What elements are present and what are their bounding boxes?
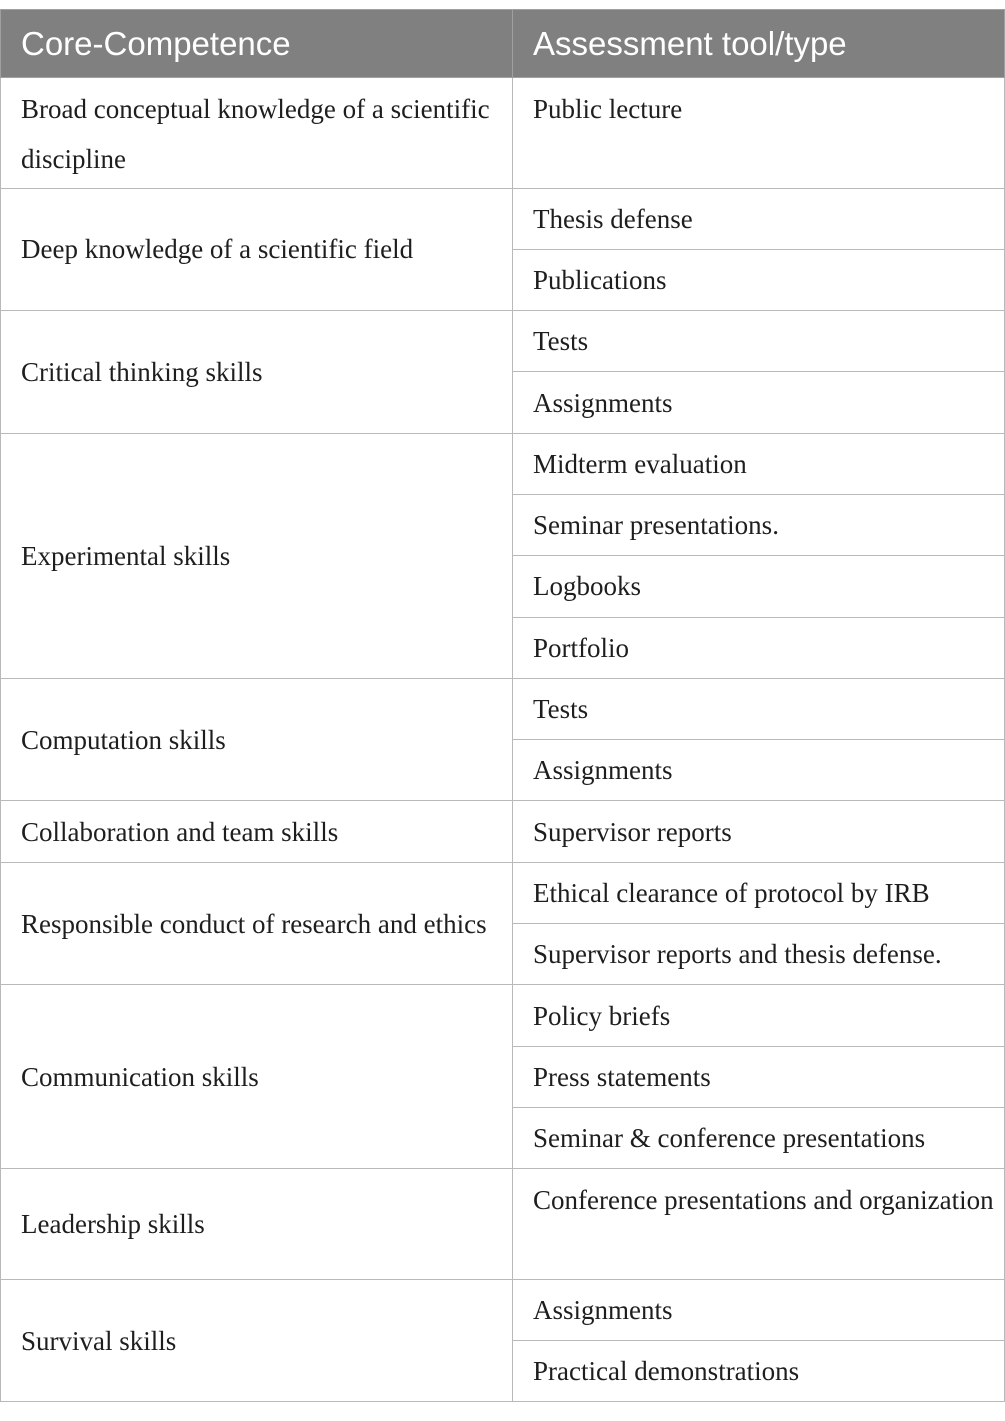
assessment-cell: Thesis defense [513,188,1005,249]
assessment-cell: Ethical clearance of protocol by IRB [513,862,1005,923]
competence-cell: Critical thinking skills [1,311,513,434]
assessment-cell: Assignments [513,372,1005,433]
table-row [1,1169,1005,1280]
assessment-cell: Logbooks [513,556,1005,617]
table-row [1,1279,1005,1340]
assessment-cell: Assignments [513,740,1005,801]
assessment-cell: Portfolio [513,617,1005,678]
competence-cell: Communication skills [1,985,513,1169]
header-assessment-tool: Assessment tool/type [513,10,1005,78]
competence-cell: Computation skills [1,678,513,801]
assessment-cell: Tests [513,311,1005,372]
competence-cell: Survival skills [1,1279,513,1402]
competence-cell: Leadership skills [1,1169,513,1280]
assessment-cell: Tests [513,678,1005,739]
assessment-cell: Press statements [513,1046,1005,1107]
assessment-cell: Practical demonstrations [513,1341,1005,1402]
assessment-cell: Seminar presentations. [513,494,1005,555]
assessment-cell: Conference presentations and organization [513,1169,1005,1280]
competence-assessment-table [0,9,1005,1402]
table-row [1,678,1005,739]
assessment-cell: Assignments [513,1279,1005,1340]
table-row [1,433,1005,494]
competence-cell: Responsible conduct of research and ethics [1,862,513,985]
competence-cell: Collaboration and team skills [1,801,513,862]
table-row [1,862,1005,923]
assessment-cell: Supervisor reports [513,801,1005,862]
assessment-cell: Midterm evaluation [513,433,1005,494]
competence-cell: Deep knowledge of a scientific field [1,188,513,311]
competence-cell: Broad conceptual knowledge of a scientific discipline [1,78,513,189]
header-core-competence: Core-Competence [1,10,513,78]
table-row [1,985,1005,1046]
table-row [1,801,1005,862]
table-row [1,188,1005,249]
assessment-cell: Policy briefs [513,985,1005,1046]
assessment-cell: Publications [513,249,1005,310]
competence-cell: Experimental skills [1,433,513,678]
table-row [1,78,1005,189]
assessment-cell: Public lecture [513,78,1005,189]
assessment-cell: Seminar & conference presentations [513,1107,1005,1168]
header-row [1,10,1005,78]
table-row [1,311,1005,372]
assessment-cell: Supervisor reports and thesis defense. [513,924,1005,985]
